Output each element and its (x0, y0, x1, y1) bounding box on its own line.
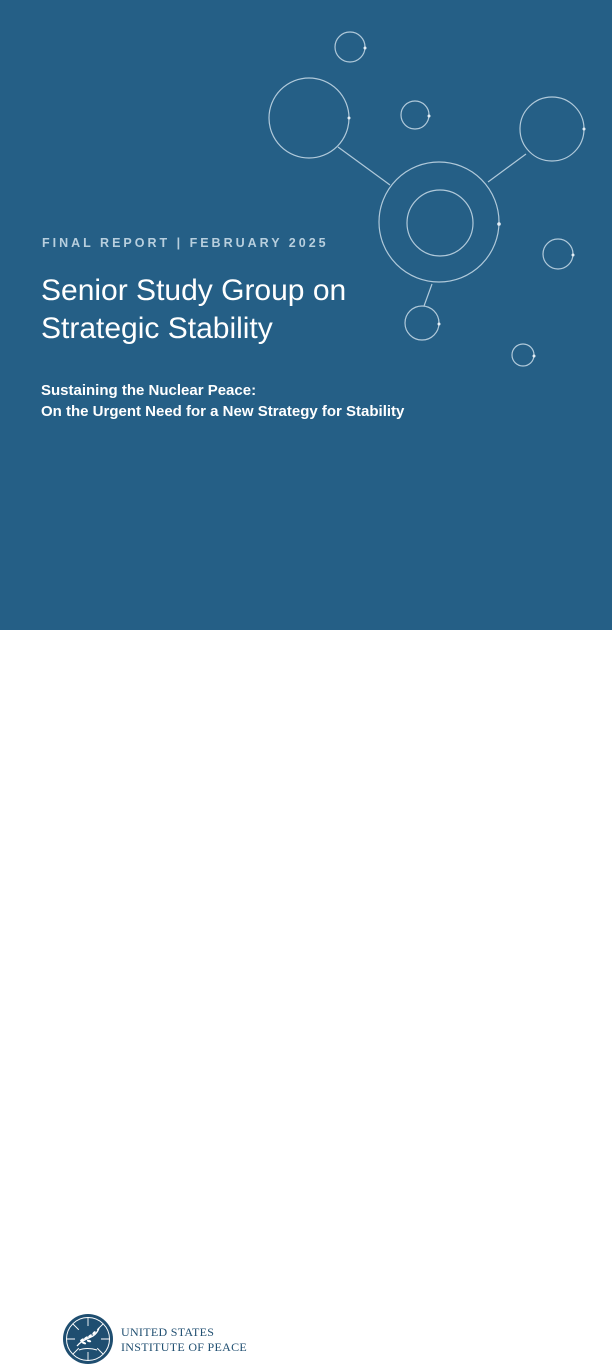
network-dot (428, 115, 431, 118)
title-line: Senior Study Group on (41, 274, 347, 307)
publisher-name (121, 1325, 247, 1355)
subtitle-line: On the Urgent Need for a New Strategy for Stability (41, 403, 405, 420)
report-title (41, 272, 441, 348)
publisher-footer (0, 630, 612, 1354)
network-dot (583, 128, 586, 131)
network-link (488, 154, 526, 182)
network-dot (572, 254, 575, 257)
network-node (335, 32, 365, 62)
network-link (338, 147, 390, 185)
network-dot (533, 355, 536, 358)
network-node (543, 239, 573, 269)
cover-panel (0, 0, 612, 630)
network-node (269, 78, 349, 158)
publisher-name-line: UNITED STATES (121, 1325, 215, 1339)
usip-seal-icon (62, 1313, 114, 1365)
network-node (401, 101, 429, 129)
network-node (520, 97, 584, 161)
network-node (512, 344, 534, 366)
network-dot (364, 47, 367, 50)
report-date-label: FINAL REPORT | FEBRUARY 2025 (42, 236, 329, 250)
network-dot (348, 117, 351, 120)
network-node-inner (407, 190, 473, 256)
network-dot (497, 222, 501, 226)
network-node (379, 162, 499, 282)
subtitle-line: Sustaining the Nuclear Peace: (41, 382, 257, 399)
title-line: Strategic Stability (41, 312, 273, 345)
report-subtitle (41, 380, 541, 422)
publisher-name-line: INSTITUTE OF PEACE (121, 1340, 248, 1354)
